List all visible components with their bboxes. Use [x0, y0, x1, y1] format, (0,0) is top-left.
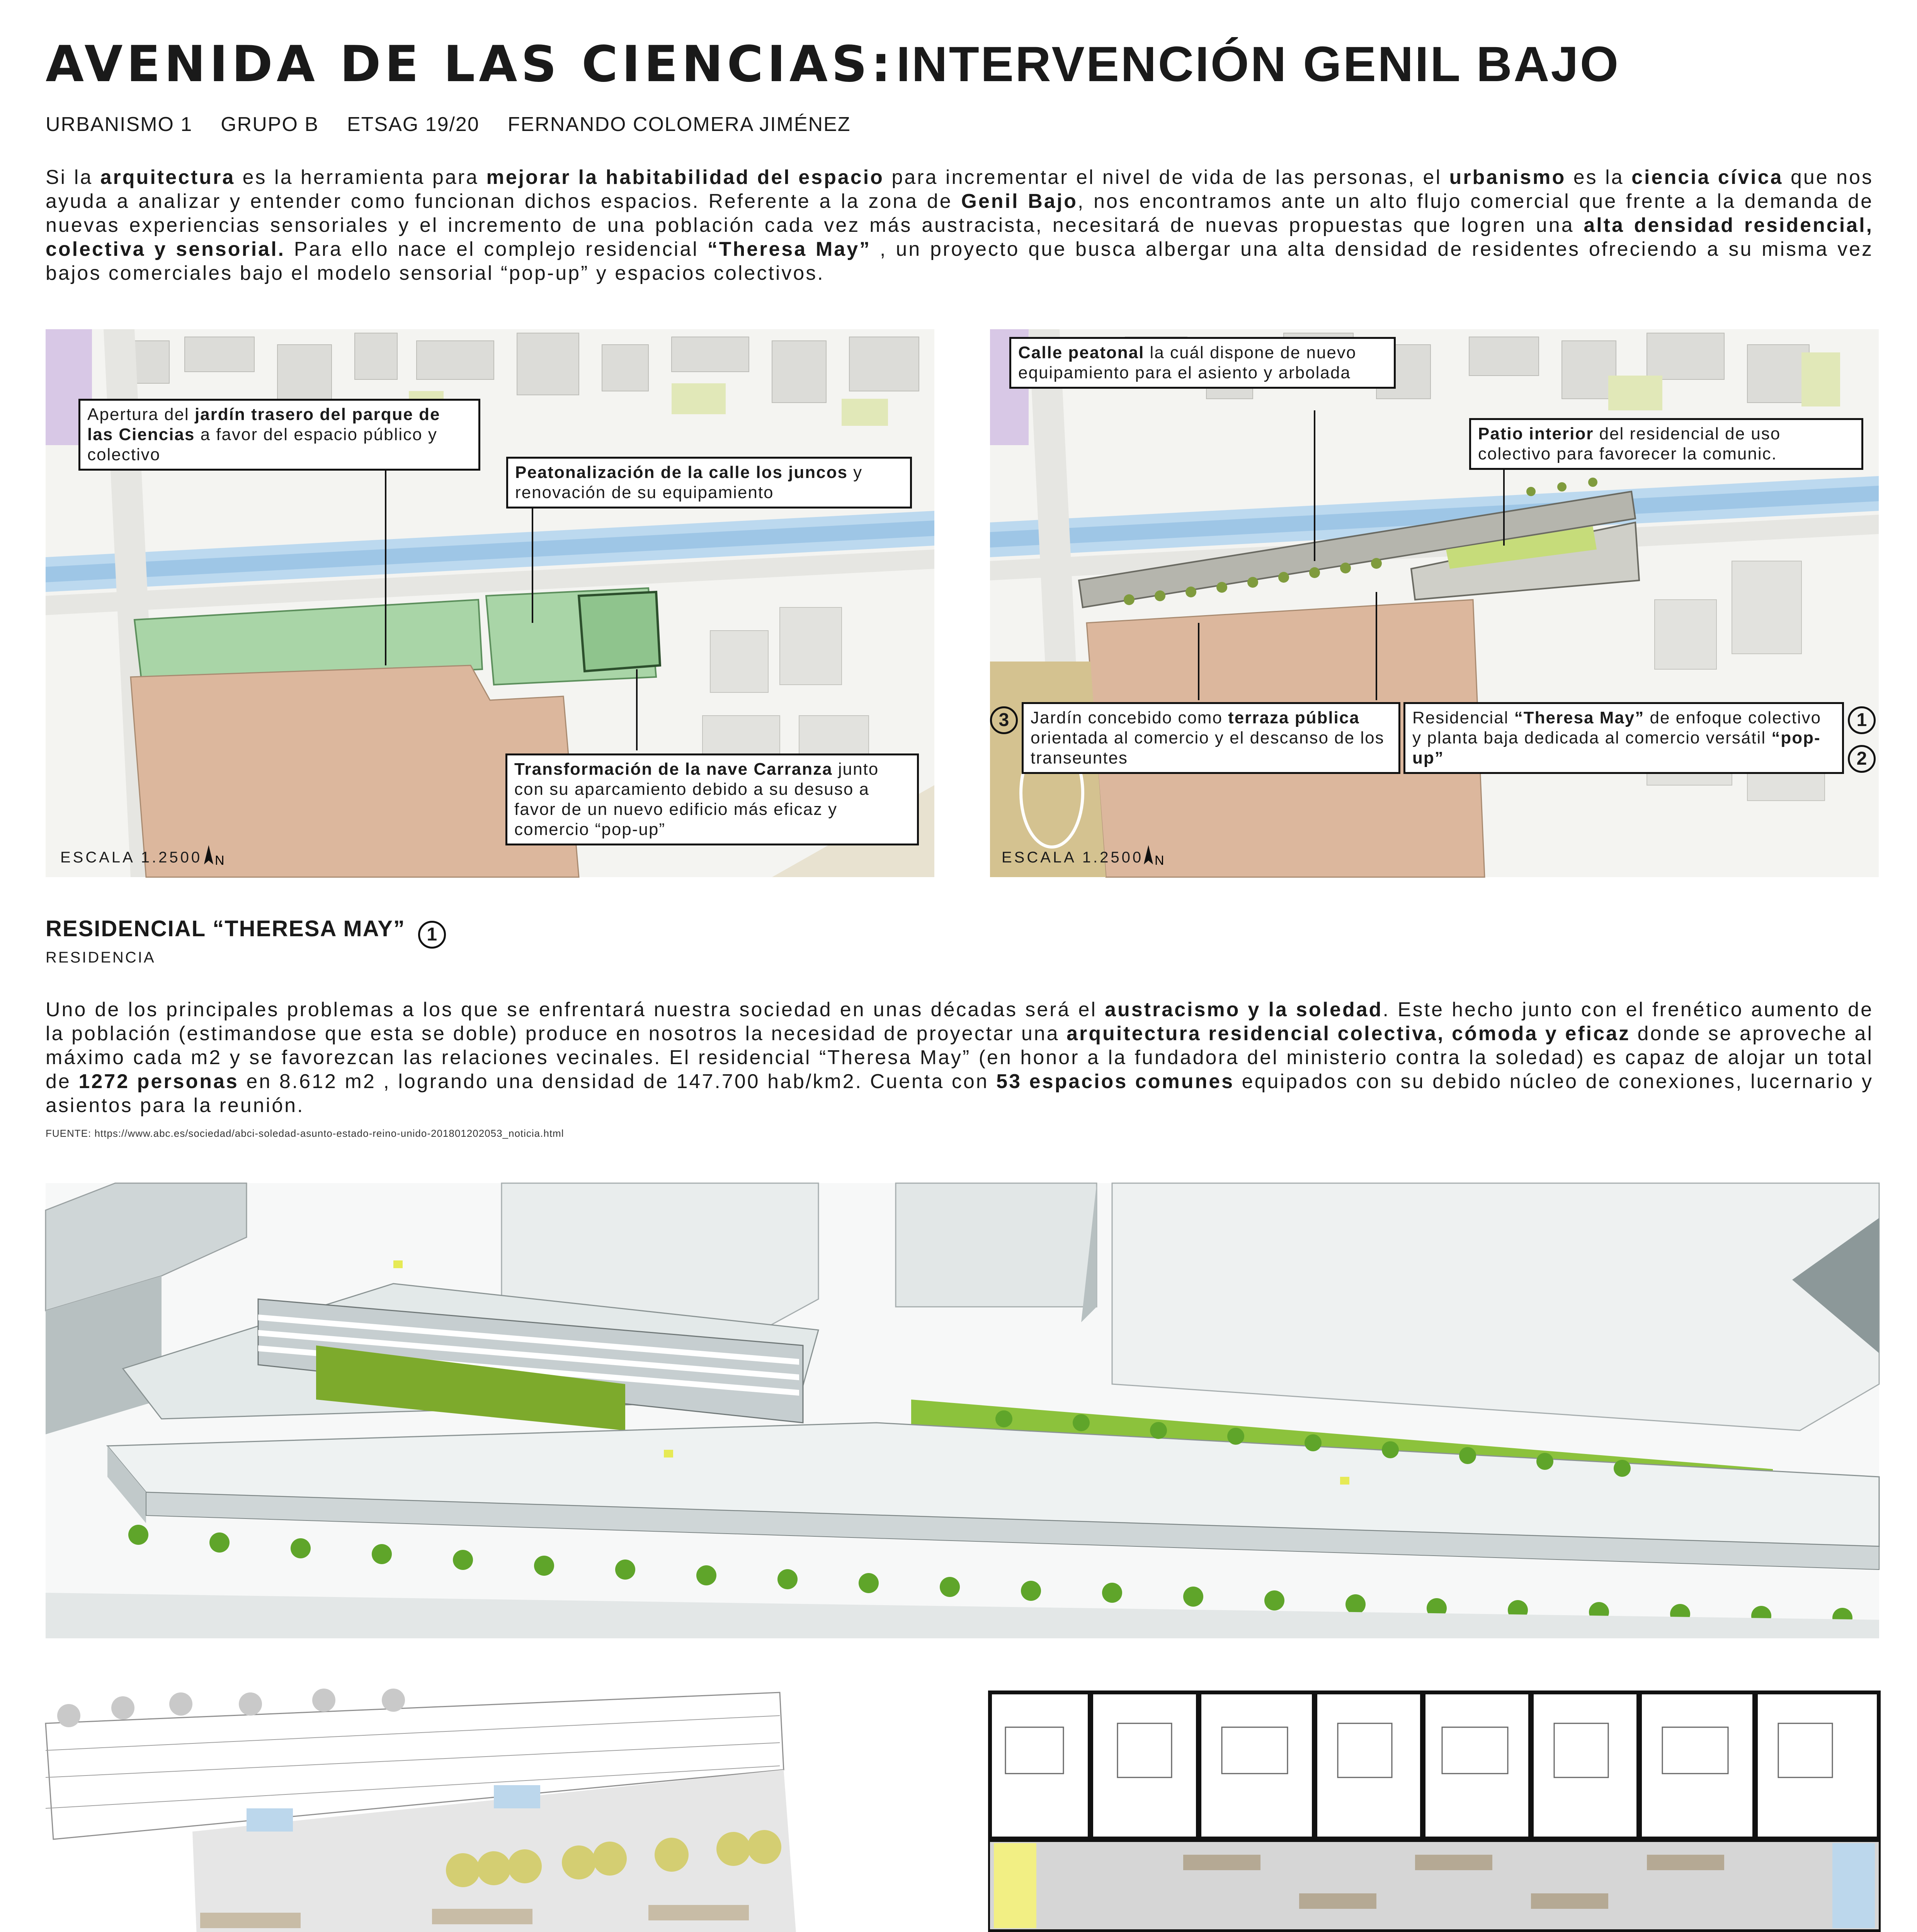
axonometric-view: [46, 1183, 1879, 1638]
map-right-scale: ESCALA 1.2500: [1002, 849, 1144, 866]
callout-patio-interior: Patio interior del residencial de uso colectivo para favorecer la comunic.: [1469, 418, 1863, 470]
callout-peatonalizacion: Peatonalización de la calle los juncos y renovación de su equipamiento: [506, 457, 912, 509]
map-right-drawing: [990, 329, 1879, 877]
section-number-1: 1: [418, 921, 446, 949]
residencial-source: FUENTE: https://www.abc.es/sociedad/abci-soledad-asunto-estado-reino-unido-201801202053_noticia.html: [46, 1128, 564, 1139]
marker-2: 2: [1848, 745, 1876, 773]
north-arrow-icon: [1140, 843, 1163, 866]
course-label: URBANISMO 1: [46, 113, 193, 136]
author-label: FERNANDO COLOMERA JIMÉNEZ: [507, 113, 851, 136]
plan-right: [990, 1692, 1879, 1932]
callout-calle-peatonal: Calle peatonal la cuál dispone de nuevo equipamiento para el asiento y arbolada: [1009, 337, 1396, 389]
marker-3: 3: [990, 706, 1018, 734]
plan-right-drawing: [990, 1692, 1879, 1932]
plan-left-drawing: [46, 1692, 934, 1932]
plan-left: [46, 1692, 934, 1932]
section-title-residencial: RESIDENCIAL “THERESA MAY”: [46, 916, 405, 941]
callout-residencial: Residencial “Theresa May” de enfoque colectivo y planta baja dedicada al comercio versátil “pop-up”: [1403, 702, 1844, 774]
svg-text:N: N: [215, 853, 225, 868]
subtitle-bar: [46, 113, 851, 136]
section-subtitle-residencial: RESIDENCIA: [46, 949, 156, 966]
callout-jardin-trasero: Apertura del jardín trasero del parque de las Ciencias a favor del espacio público y colectivo: [78, 399, 480, 471]
school-label: ETSAG 19/20: [347, 113, 480, 136]
north-arrow-icon: [200, 843, 223, 866]
map-left: [46, 329, 934, 877]
intro-paragraph: Si la arquitectura es la herramienta para mejorar la habitabilidad del espacio para incrementar el nivel de vida de las personas, el urbanismo es la ciencia cívica que nos ayuda a analizar y entender como funcionan dichos espacios. Referente a la zona de Genil Bajo, nos encontramos ante un alto flujo comercial que frente a la demanda de nuevas experiencias sensoriales y el incremento de una población cada vez más austracista, necesitará de nuevas propuestas que logren una alta densidad residencial, colectiva y sensorial. Para ello nace el complejo residencial “Theresa May” , un proyecto que busca albergar una alta densidad de residentes ofreciendo a su misma vez bajos comerciales bajo el modelo sensorial “pop-up” y espacios colectivos.: [46, 166, 1874, 284]
axonometric-drawing: [46, 1183, 1879, 1638]
residencial-paragraph: Uno de los principales problemas a los que se enfrentará nuestra sociedad en unas décadas será el austracismo y la soledad. Este hecho junto con el frenético aumento de la población (estimandose que esta se doble) produce en nosotros la necesidad de proyectar una arquitectura residencial colectiva, cómoda y eficaz donde se aproveche al máximo cada m2 y se favorezcan las relaciones vecinales. El residencial “Theresa May” (en honor a la fundadora del ministerio contra la soledad) es capaz de alojar un total de 1272 personas en 8.612 m2 , logrando una densidad de 147.700 hab/km2. Cuenta con 53 espacios comunes equipados con su debido núcleo de conexiones, lucernario y asientos para la reunión.: [46, 998, 1874, 1117]
marker-1: 1: [1848, 706, 1876, 734]
title-main: AVENIDA DE LAS CIENCIAS:: [46, 36, 895, 93]
title-secondary: INTERVENCIÓN GENIL BAJO: [896, 37, 1620, 92]
svg-text:N: N: [1155, 853, 1164, 868]
callout-terraza-publica: Jardín concebido como terraza pública orientada al comercio y el descanso de los transeuntes: [1022, 702, 1400, 774]
map-right: [990, 329, 1879, 877]
group-label: GRUPO B: [221, 113, 319, 136]
callout-nave-carranza: Transformación de la nave Carranza junto con su aparcamiento debido a su desuso a favor de un nuevo edificio más eficaz y comercio “pop-up”: [505, 753, 919, 845]
map-left-scale: ESCALA 1.2500: [60, 849, 202, 866]
